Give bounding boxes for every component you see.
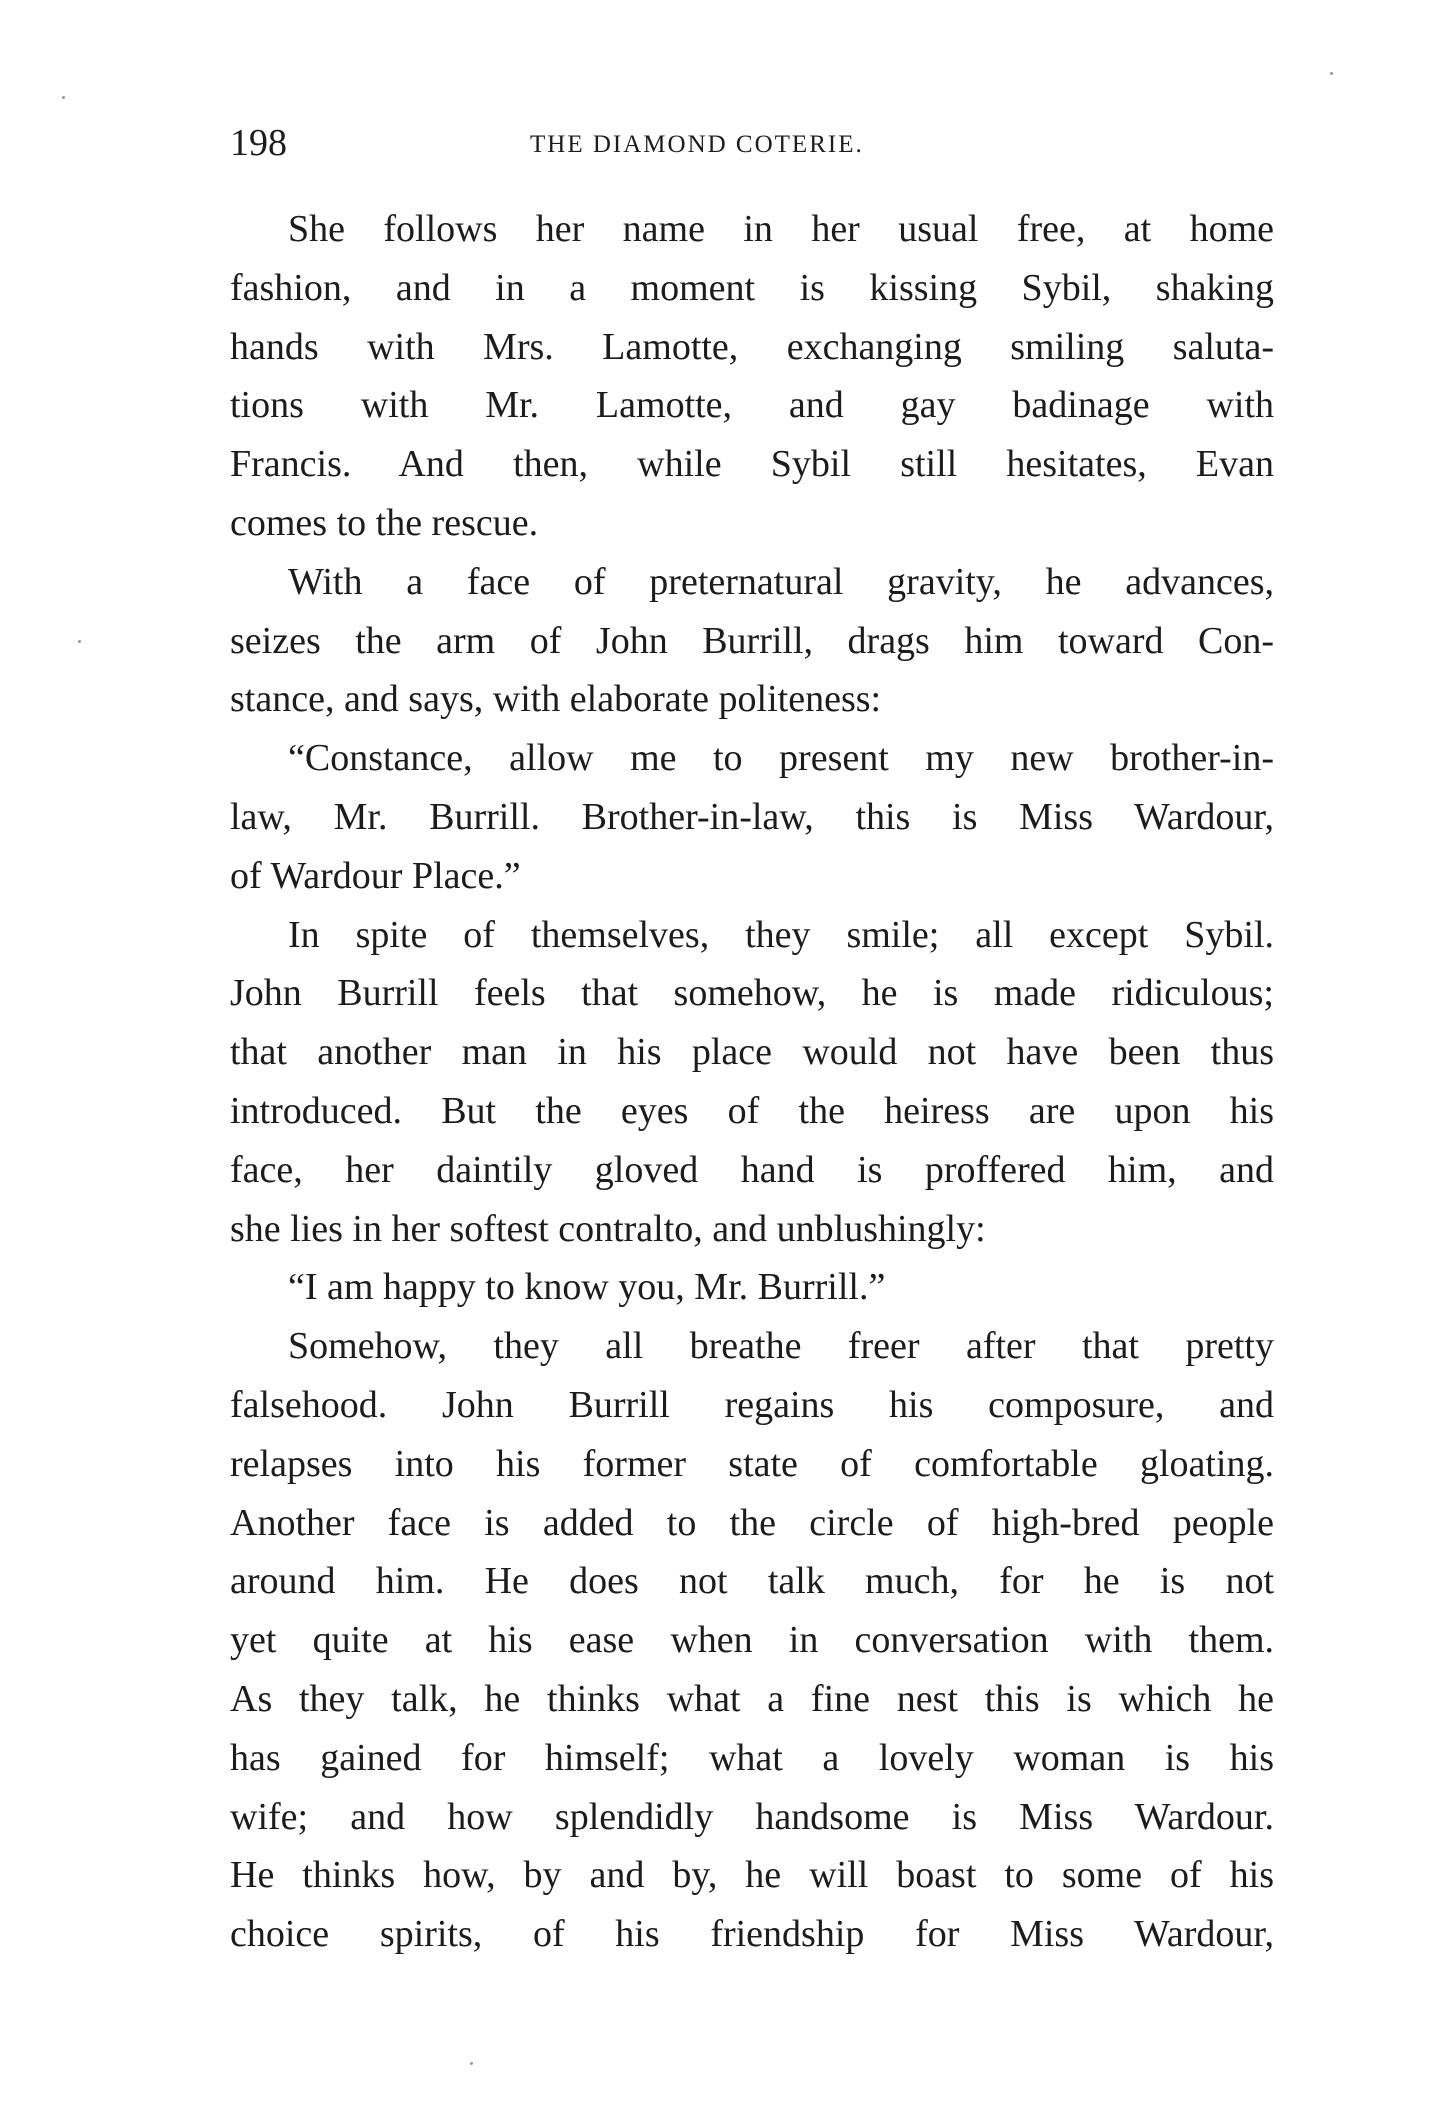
text-line: John Burrill feels that somehow, he is made ridiculous;: [230, 972, 1274, 1015]
body-text: [230, 200, 1274, 1964]
text-line: falsehood. John Burrill regains his composure, and: [230, 1383, 1274, 1426]
running-title: THE DIAMOND COTERIE.: [530, 131, 864, 158]
text-line: seizes the arm of John Burrill, drags him toward Con-: [230, 619, 1274, 662]
text-line: tions with Mr. Lamotte, and gay badinage with: [230, 384, 1274, 427]
text-line: Somehow, they all breathe freer after that pretty: [288, 1325, 1274, 1368]
text-line: hands with Mrs. Lamotte, exchanging smiling saluta-: [230, 325, 1274, 368]
text-line: she lies in her softest contralto, and unblushingly:: [230, 1207, 986, 1250]
page-number: 198: [230, 122, 287, 164]
text-line: wife; and how splendidly handsome is Miss Wardour.: [230, 1795, 1274, 1838]
scan-speck: [78, 640, 81, 643]
text-line: that another man in his place would not have been thus: [230, 1031, 1274, 1074]
paragraph: [230, 1258, 1274, 1317]
text-line: fashion, and in a moment is kissing Sybil, shaking: [230, 266, 1274, 309]
text-line: He thinks how, by and by, he will boast to some of his: [230, 1854, 1274, 1897]
running-head: [230, 118, 1270, 168]
paragraph: [230, 1317, 1274, 1964]
paragraph: [230, 200, 1274, 553]
text-line: yet quite at his ease when in conversation with them.: [230, 1619, 1274, 1662]
scan-speck: [470, 2062, 473, 2065]
text-line: Another face is added to the circle of high-bred people: [230, 1501, 1274, 1544]
text-line: introduced. But the eyes of the heiress are upon his: [230, 1089, 1274, 1132]
scan-speck: [1330, 72, 1333, 75]
text-line: stance, and says, with elaborate politeness:: [230, 678, 882, 721]
paragraph: [230, 729, 1274, 905]
text-line: As they talk, he thinks what a fine nest this is which he: [230, 1677, 1274, 1720]
text-line: She follows her name in her usual free, at home: [288, 208, 1274, 250]
text-line: of Wardour Place.”: [230, 854, 521, 897]
scan-speck: [62, 96, 65, 99]
text-line: law, Mr. Burrill. Brother-in-law, this is Miss Wardour,: [230, 795, 1274, 838]
text-line: face, her daintily gloved hand is proffered him, and: [230, 1148, 1274, 1191]
paragraph: [230, 553, 1274, 729]
text-line: comes to the rescue.: [230, 501, 539, 544]
paragraph: [230, 906, 1274, 1259]
text-line: has gained for himself; what a lovely woman is his: [230, 1736, 1274, 1779]
text-line: Francis. And then, while Sybil still hesitates, Evan: [230, 443, 1274, 486]
text-line: “Constance, allow me to present my new brother-in-: [288, 737, 1274, 780]
text-line: In spite of themselves, they smile; all except Sybil.: [288, 913, 1274, 956]
text-line: choice spirits, of his friendship for Miss Wardour,: [230, 1913, 1274, 1956]
text-line: With a face of preternatural gravity, he advances,: [288, 560, 1274, 603]
text-line: relapses into his former state of comfortable gloating.: [230, 1442, 1274, 1485]
text-line: around him. He does not talk much, for he is not: [230, 1560, 1274, 1603]
text-line: “I am happy to know you, Mr. Burrill.”: [288, 1266, 886, 1309]
